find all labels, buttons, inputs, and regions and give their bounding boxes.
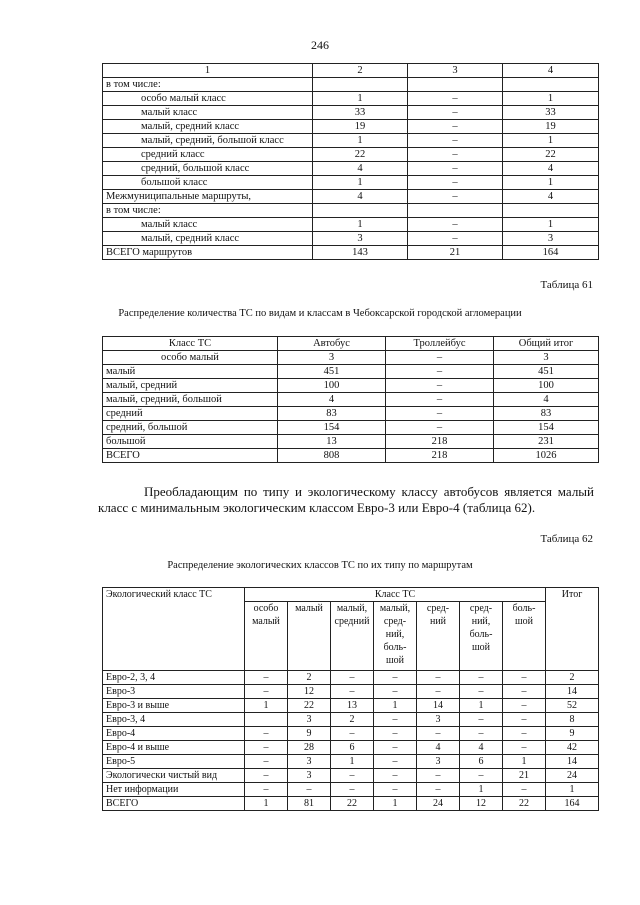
value-cell: 1 (313, 176, 408, 190)
value-cell (313, 78, 408, 92)
value-cell: – (245, 727, 288, 741)
row-label: малый, средний класс (103, 232, 313, 246)
value-cell: 12 (460, 797, 503, 811)
value-cell: 1 (313, 134, 408, 148)
table-row (103, 379, 599, 393)
value-cell: – (503, 713, 546, 727)
value-cell: 1 (374, 699, 417, 713)
value-cell: 42 (546, 741, 599, 755)
table-row (103, 727, 599, 741)
value-cell: 2 (546, 671, 599, 685)
value-cell: – (374, 755, 417, 769)
row-label: в том числе: (103, 78, 313, 92)
value-cell: – (417, 671, 460, 685)
value-cell: 4 (278, 393, 386, 407)
table-header-row (103, 588, 599, 602)
value-cell: 14 (546, 685, 599, 699)
value-cell: 1 (313, 92, 408, 106)
row-label: Евро-3 (103, 685, 245, 699)
value-cell: – (460, 671, 503, 685)
value-cell: 2 (331, 713, 374, 727)
table-routes-continued (102, 63, 599, 260)
row-label: особо малый (103, 351, 278, 365)
table-row (103, 106, 599, 120)
value-cell: 13 (331, 699, 374, 713)
header-total: Итог (546, 588, 599, 671)
value-cell: – (460, 713, 503, 727)
value-cell: – (417, 769, 460, 783)
value-cell (503, 78, 599, 92)
value-cell: 1 (374, 797, 417, 811)
row-label: Евро-3, 4 (103, 713, 245, 727)
value-cell: 22 (503, 797, 546, 811)
value-cell: 808 (278, 449, 386, 463)
row-label: Евро-3 и выше (103, 699, 245, 713)
table-row (103, 365, 599, 379)
table-row (103, 449, 599, 463)
row-label: Межмуниципальные маршруты, (103, 190, 313, 204)
table-row (103, 393, 599, 407)
value-cell: 3 (494, 351, 599, 365)
table-row (103, 685, 599, 699)
value-cell: 100 (278, 379, 386, 393)
value-cell: 1 (245, 699, 288, 713)
value-cell: – (503, 727, 546, 741)
table-62 (102, 587, 599, 811)
table-row (103, 797, 599, 811)
header-cell: Общий итог (494, 337, 599, 351)
value-cell: 13 (278, 435, 386, 449)
row-label: малый класс (103, 218, 313, 232)
header-cell: 2 (313, 64, 408, 78)
value-cell: – (386, 407, 494, 421)
value-cell: 3 (417, 755, 460, 769)
value-cell: – (417, 783, 460, 797)
table-61 (102, 336, 599, 463)
subheader-cell: сред-ний (417, 602, 460, 671)
value-cell: 21 (503, 769, 546, 783)
table-row (103, 435, 599, 449)
value-cell: 24 (417, 797, 460, 811)
value-cell: 3 (313, 232, 408, 246)
row-label: большой класс (103, 176, 313, 190)
value-cell: – (386, 351, 494, 365)
value-cell: – (408, 106, 503, 120)
table-row (103, 351, 599, 365)
subheader-cell: малый (288, 602, 331, 671)
subheader-cell: сред-ний, боль-шой (460, 602, 503, 671)
value-cell: 164 (503, 246, 599, 260)
value-cell: – (386, 365, 494, 379)
value-cell: – (374, 769, 417, 783)
value-cell: – (408, 232, 503, 246)
value-cell: – (460, 769, 503, 783)
value-cell: 24 (546, 769, 599, 783)
value-cell: 9 (546, 727, 599, 741)
row-label: ВСЕГО маршрутов (103, 246, 313, 260)
value-cell (503, 204, 599, 218)
value-cell: 22 (331, 797, 374, 811)
value-cell: – (408, 92, 503, 106)
row-label: Евро-2, 3, 4 (103, 671, 245, 685)
row-label: Евро-4 (103, 727, 245, 741)
table-row (103, 204, 599, 218)
table-row (103, 148, 599, 162)
value-cell: – (408, 120, 503, 134)
value-cell: – (374, 741, 417, 755)
value-cell: 3 (278, 351, 386, 365)
value-cell: – (408, 162, 503, 176)
value-cell: 19 (503, 120, 599, 134)
header-eco-class: Экологический класс ТС (103, 588, 245, 671)
table-row (103, 190, 599, 204)
value-cell: – (417, 685, 460, 699)
subheader-cell: особо малый (245, 602, 288, 671)
table-row (103, 232, 599, 246)
table-62-number: Таблица 62 (540, 533, 593, 545)
value-cell: 22 (288, 699, 331, 713)
value-cell: 1 (503, 755, 546, 769)
subheader-cell: малый, средний (331, 602, 374, 671)
value-cell: – (331, 671, 374, 685)
row-label: ВСЕГО (103, 449, 278, 463)
header-cell: 4 (503, 64, 599, 78)
value-cell: 4 (494, 393, 599, 407)
table-row (103, 246, 599, 260)
value-cell: 231 (494, 435, 599, 449)
value-cell (313, 204, 408, 218)
table-62-title: Распределение экологических классов ТС по их типу по маршрутам (167, 560, 473, 571)
header-cell: Класс ТС (103, 337, 278, 351)
value-cell: 143 (313, 246, 408, 260)
value-cell: – (503, 699, 546, 713)
value-cell: 4 (503, 190, 599, 204)
value-cell: – (374, 685, 417, 699)
value-cell: 22 (503, 148, 599, 162)
value-cell: 19 (313, 120, 408, 134)
table-row (103, 120, 599, 134)
row-label: малый, средний (103, 379, 278, 393)
value-cell: 9 (288, 727, 331, 741)
value-cell: 100 (494, 379, 599, 393)
value-cell: 1026 (494, 449, 599, 463)
table-header-row (103, 337, 599, 351)
row-label: Евро-5 (103, 755, 245, 769)
value-cell: 22 (313, 148, 408, 162)
value-cell: 1 (313, 218, 408, 232)
value-cell: 1 (503, 134, 599, 148)
value-cell: 154 (278, 421, 386, 435)
value-cell: 218 (386, 449, 494, 463)
table-61-number: Таблица 61 (540, 279, 593, 291)
row-label: малый класс (103, 106, 313, 120)
table-row (103, 421, 599, 435)
body-paragraph: Преобладающим по типу и экологическому классу автобусов является малый класс с минимальным экологическим классом Евро-3 или Евро-4 (таблица 62). (98, 484, 594, 515)
row-label: средний, большой (103, 421, 278, 435)
value-cell: – (245, 755, 288, 769)
value-cell: – (245, 783, 288, 797)
value-cell: – (374, 783, 417, 797)
value-cell: – (408, 176, 503, 190)
value-cell: – (460, 727, 503, 741)
value-cell: 6 (460, 755, 503, 769)
table-row (103, 713, 599, 727)
row-label: особо малый класс (103, 92, 313, 106)
value-cell: 33 (313, 106, 408, 120)
value-cell: 3 (417, 713, 460, 727)
value-cell: – (331, 783, 374, 797)
value-cell: 2 (288, 671, 331, 685)
value-cell: 83 (494, 407, 599, 421)
header-cell: 1 (103, 64, 313, 78)
value-cell: 1 (503, 218, 599, 232)
value-cell: – (374, 671, 417, 685)
value-cell: 4 (313, 190, 408, 204)
value-cell: 14 (417, 699, 460, 713)
value-cell: – (245, 671, 288, 685)
table-row (103, 671, 599, 685)
value-cell: 1 (460, 783, 503, 797)
value-cell: – (408, 190, 503, 204)
value-cell (408, 204, 503, 218)
value-cell: – (331, 685, 374, 699)
row-label: большой (103, 435, 278, 449)
value-cell: 3 (288, 755, 331, 769)
value-cell: 4 (503, 162, 599, 176)
row-label: ВСЕГО (103, 797, 245, 811)
value-cell: 451 (278, 365, 386, 379)
header-cell: Троллейбус (386, 337, 494, 351)
table-row (103, 218, 599, 232)
value-cell: 3 (288, 713, 331, 727)
table-row (103, 176, 599, 190)
row-label: малый, средний, большой (103, 393, 278, 407)
value-cell: – (331, 727, 374, 741)
value-cell: 6 (331, 741, 374, 755)
row-label: средний, большой класс (103, 162, 313, 176)
table-row (103, 769, 599, 783)
value-cell: – (503, 671, 546, 685)
value-cell: 451 (494, 365, 599, 379)
page-number: 246 (311, 38, 329, 52)
value-cell: – (288, 783, 331, 797)
value-cell: 4 (460, 741, 503, 755)
header-cell: Автобус (278, 337, 386, 351)
value-cell: 83 (278, 407, 386, 421)
value-cell: – (331, 769, 374, 783)
value-cell: – (386, 393, 494, 407)
row-label: малый, средний класс (103, 120, 313, 134)
value-cell: 81 (288, 797, 331, 811)
value-cell: – (408, 218, 503, 232)
table-row (103, 783, 599, 797)
table-header-row (103, 64, 599, 78)
row-label: Евро-4 и выше (103, 741, 245, 755)
value-cell: – (245, 769, 288, 783)
value-cell: – (245, 741, 288, 755)
value-cell: – (460, 685, 503, 699)
table-row (103, 755, 599, 769)
value-cell: 1 (503, 176, 599, 190)
value-cell: 4 (417, 741, 460, 755)
value-cell: 1 (331, 755, 374, 769)
value-cell: 3 (288, 769, 331, 783)
row-label: Нет информации (103, 783, 245, 797)
header-vehicle-class: Класс ТС (245, 588, 546, 602)
value-cell: 8 (546, 713, 599, 727)
value-cell: 1 (245, 797, 288, 811)
value-cell: 1 (460, 699, 503, 713)
value-cell: 12 (288, 685, 331, 699)
value-cell: – (417, 727, 460, 741)
value-cell: 33 (503, 106, 599, 120)
row-label: малый, средний, большой класс (103, 134, 313, 148)
value-cell: – (386, 421, 494, 435)
row-label: средний класс (103, 148, 313, 162)
subheader-cell: боль-шой (503, 602, 546, 671)
table-61-title: Распределение количества ТС по видам и классам в Чебоксарской городской агломерации (118, 308, 522, 319)
value-cell: 52 (546, 699, 599, 713)
table-row (103, 92, 599, 106)
value-cell: 14 (546, 755, 599, 769)
value-cell: – (374, 713, 417, 727)
value-cell: – (408, 148, 503, 162)
value-cell: 1 (546, 783, 599, 797)
value-cell: – (408, 134, 503, 148)
value-cell: 21 (408, 246, 503, 260)
table-row (103, 162, 599, 176)
header-cell: 3 (408, 64, 503, 78)
value-cell: – (374, 727, 417, 741)
table-row (103, 741, 599, 755)
value-cell: 154 (494, 421, 599, 435)
subheader-cell: малый, сред-ний, боль-шой (374, 602, 417, 671)
value-cell: – (503, 783, 546, 797)
value-cell (408, 78, 503, 92)
table-row (103, 407, 599, 421)
value-cell: – (503, 685, 546, 699)
row-label: Экологически чистый вид (103, 769, 245, 783)
table-row (103, 699, 599, 713)
value-cell: – (245, 685, 288, 699)
value-cell: 28 (288, 741, 331, 755)
row-label: средний (103, 407, 278, 421)
value-cell: 3 (503, 232, 599, 246)
value-cell (245, 713, 288, 727)
table-row (103, 134, 599, 148)
value-cell: 4 (313, 162, 408, 176)
row-label: малый (103, 365, 278, 379)
value-cell: – (503, 741, 546, 755)
value-cell: 218 (386, 435, 494, 449)
table-row (103, 78, 599, 92)
value-cell: 164 (546, 797, 599, 811)
row-label: в том числе: (103, 204, 313, 218)
value-cell: – (386, 379, 494, 393)
value-cell: 1 (503, 92, 599, 106)
